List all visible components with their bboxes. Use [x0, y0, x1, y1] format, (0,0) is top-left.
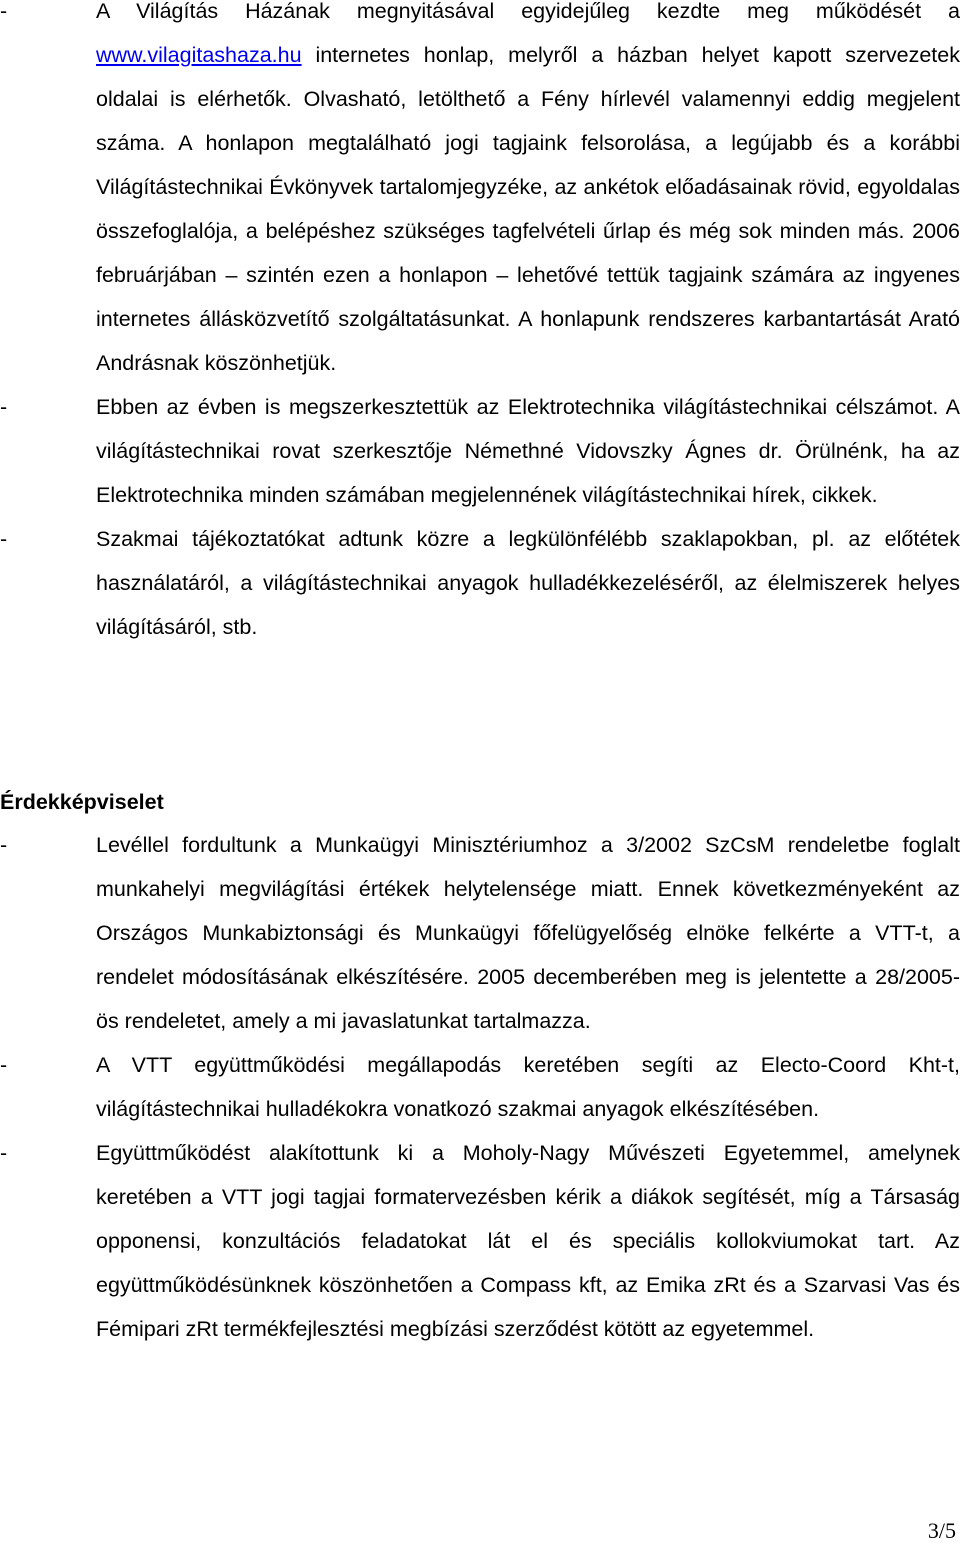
list-item	[0, 385, 960, 517]
list-item	[0, 823, 960, 1043]
list-bullet: -	[0, 395, 8, 419]
list-item	[0, 0, 960, 385]
list-item	[0, 1043, 960, 1131]
website-link[interactable]: www.vilagitashaza.hu	[96, 43, 302, 67]
section-1	[0, 0, 960, 649]
section-2	[0, 823, 960, 1351]
list-bullet: -	[0, 0, 8, 23]
list-item-text: Szakmai tájékoztatókat adtunk közre a legkülönfélébb szaklapokban, pl. az előtétek használatáról, a világítástechnikai anyagok hulladékkezeléséről, az élelmiszerek helyes világításáról, stb.	[96, 527, 960, 639]
list-item-text: A VTT együttműködési megállapodás keretében segíti az Electo-Coord Kht-t, világítástechnikai hulladékokra vonatkozó szakmai anyagok elkészítésében.	[96, 1053, 960, 1121]
list-bullet: -	[0, 527, 8, 551]
list-item-text-cont: internetes honlap, melyről a házban helyet kapott szervezetek oldalai is elérhetők. Olvasható, letölthető a Fény hírlevél valamennyi eddig megjelent száma. A honlapon megtalálható jogi tagjaink felsorolása, a legújabb és a korábbi Világítástechnikai Évkönyvek tartalomjegyzéke, az ankétok előadásainak rövid, egyoldalas összefoglalója, a belépéshez szükséges tagfelvételi űrlap és még sok minden más. 2006 februárjában – szintén ezen a honlapon – lehetővé tettük tagjaink számára az ingyenes internetes állásközvetítő szolgáltatásunkat. A honlapunk rendszeres karbantartását Arató Andrásnak köszönhetjük.	[96, 43, 960, 375]
list-item-text: A Világítás Házának megnyitásával egyidejűleg kezdte meg működését a	[96, 0, 960, 23]
list-item-text: Együttműködést alakítottunk ki a Moholy-Nagy Művészeti Egyetemmel, amelynek keretében a VTT jogi tagjai formatervezésben kérik a diákok segítését, míg a Társaság opponensi, konzultációs feladatokat lát el és speciális kollokviumokat tart. Az együttműködésünknek köszönhetően a Compass kft, az Emika zRt és a Szarvasi Vas és Fémipari zRt termékfejlesztési megbízási szerződést kötött az egyetemmel.	[96, 1141, 960, 1341]
list-bullet: -	[0, 833, 8, 857]
list-item-text: Ebben az évben is megszerkesztettük az Elektrotechnika világítástechnikai célszámot. A világítástechnikai rovat szerkesztője Némethné Vidovszky Ágnes dr. Örülnénk, ha az Elektrotechnika minden számában megjelennének világítástechnikai hírek, cikkek.	[96, 395, 960, 507]
list-bullet: -	[0, 1053, 8, 1077]
list-item-text: Levéllel fordultunk a Munkaügyi Minisztériumhoz a 3/2002 SzCsM rendeletbe foglalt munkahelyi megvilágítási értékek helytelensége miatt. Ennek következményeként az Országos Munkabiztonsági és Munkaügyi főfelügyelőség elnöke felkérte a VTT-t, a rendelet módosításának elkészítésére. 2005 decemberében meg is jelentette a 28/2005-ös rendeletet, amely a mi javaslatunkat tartalmazza.	[96, 833, 960, 1033]
list-item	[0, 1131, 960, 1351]
page-number: 3/5	[927, 1518, 956, 1543]
list-item	[0, 517, 960, 649]
section-heading: Érdekképviselet	[0, 790, 164, 814]
list-bullet: -	[0, 1141, 8, 1165]
